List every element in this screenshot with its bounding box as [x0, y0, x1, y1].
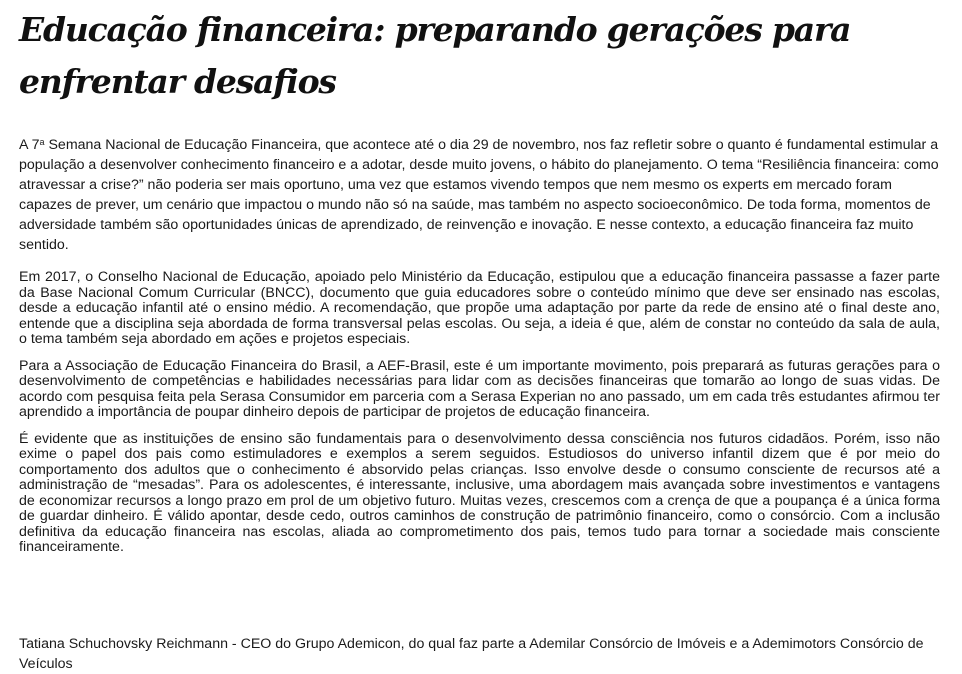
- paragraph-bncc: Em 2017, o Conselho Nacional de Educação, apoiado pelo Ministério da Educação, estipulou que a educação financeira passasse a fazer parte da Base Nacional Comum Curricular (BNCC), documento que guia educadores sobre o conteúdo mínimo que deve ser ensinado nas escolas, desde a educação infantil até o ensino médio. A recomendação, que propõe uma adaptação por parte da rede de ensino até o final deste ano, entende que a disciplina seja abordada de forma transversal pelas escolas. Ou seja, a ideia é que, além de constar no conteúdo da sala de aula, o tema também seja abordado em ações e projetos especiais.: [19, 269, 940, 347]
- paragraph-aef-brasil: Para a Associação de Educação Financeira do Brasil, a AEF-Brasil, este é um importante movimento, pois preparará as futuras gerações para o desenvolvimento de competências e habilidades necessárias para lidar com as decisões financeiras que tomarão ao longo de suas vidas. De acordo com pesquisa feita pela Serasa Consumidor em parceria com a Serasa Experian no ano passado, um em cada três estudantes afirmou ter aprendido a importância de poupar dinheiro depois de participar de projetos de educação financeira.: [19, 357, 940, 420]
- author-signature: Tatiana Schuchovsky Reichmann - CEO do Grupo Ademicon, do qual faz parte a Ademilar Consórcio de Imóveis e a Ademimotors Consórcio de Veículos: [19, 636, 924, 672]
- paragraph-intro-lead: A 7: [19, 137, 40, 153]
- ordinal-superscript: a: [39, 137, 45, 147]
- paragraph-intro: [19, 135, 940, 255]
- paragraph-intro-body: Semana Nacional de Educação Financeira, que acontece até o dia 29 de novembro, nos faz refletir sobre o quanto é fundamental estimular a população a desenvolver conhecimento financeiro e a adotar, desde muito jovens, o hábito do planejamento. O tema “Resiliência financeira: como atravessar a crise?” não poderia ser mais oportuno, uma vez que estamos vivendo tempos que nem mesmo os experts em mercado foram capazes de prever, um cenário que impactou o mundo não só na saúde, mas também no aspecto socioeconômico. De toda forma, momentos de adversidade também são oportunidades únicas de aprendizado, de reinvenção e inovação. E nesse contexto, a educação financeira faz muito sentido.: [19, 137, 939, 253]
- article-title: Educação financeira: preparando gerações para enfrentar desafios: [19, 10, 851, 101]
- article-page: [19, 0, 940, 556]
- paragraph-parents-role: É evidente que as instituições de ensino são fundamentais para o desenvolvimento dessa consciência nos futuros cidadãos. Porém, isso não exime o papel dos pais como estimuladores e exemplos a serem seguidos. Estudiosos do universo infantil dizem que é por meio do comportamento dos adultos que o conhecimento é absorvido pelas crianças. Isso envolve desde o consumo consciente de recursos até a administração de “mesadas”. Para os adolescentes, é interessante, inclusive, uma abordagem mais avançada sobre investimentos e vantagens de economizar recursos a longo prazo em prol de um objetivo futuro. Muitas vezes, crescemos com a crença de que a poupança é a única forma de guardar dinheiro. É válido apontar, desde cedo, outros caminhos de construção de patrimônio financeiro, como o consórcio. Com a inclusão definitiva da educação financeira nas escolas, aliada ao comprometimento dos pais, temos tudo para tornar a sociedade mais consciente financeiramente.: [19, 430, 940, 555]
